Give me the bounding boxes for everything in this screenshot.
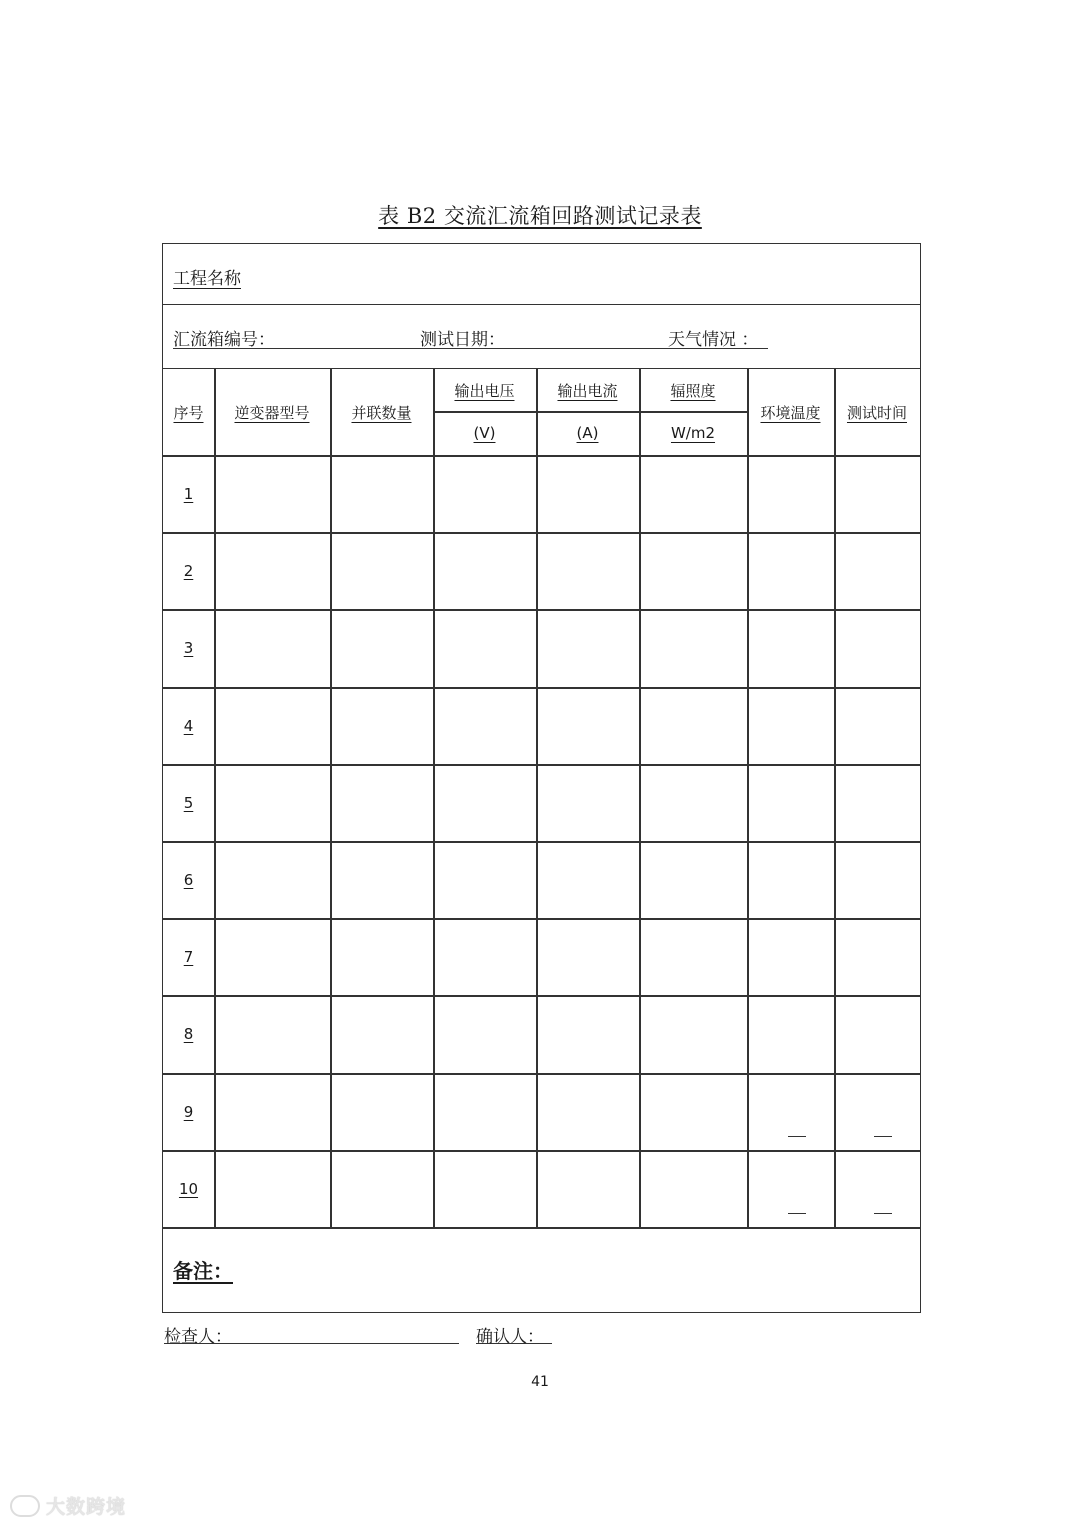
header-ambient-temp: 环境温度: [760, 403, 821, 422]
notes-row: [163, 1227, 920, 1312]
header-irradiance: 辐照度: [670, 381, 716, 400]
row-seq-cell: 3: [183, 638, 194, 657]
row-divider: [163, 687, 920, 689]
header-test-time: 测试时间: [846, 403, 907, 422]
row-divider: [163, 609, 920, 611]
row-seq-cell: 10: [178, 1179, 199, 1198]
notes-label: 备注：: [173, 1259, 233, 1283]
blank-dash: [874, 1136, 892, 1137]
row-seq-cell: 2: [183, 561, 194, 580]
test-date-label: 测试日期：: [420, 330, 505, 350]
confirmer-label: 确认人：: [476, 1327, 544, 1347]
project-name-label: 工程名称: [173, 269, 241, 289]
row-divider: [163, 1150, 920, 1152]
row-seq-cell: 9: [183, 1102, 194, 1121]
header-output-current: 输出电流: [557, 381, 618, 400]
row-divider: [163, 532, 920, 534]
header-irradiance-unit: W/m2: [670, 424, 716, 442]
header-seq: 序号: [173, 403, 204, 422]
combiner-number-label: 汇流箱编号：: [173, 330, 275, 350]
inspector-signature: [164, 1322, 459, 1347]
watermark-logo-icon: [10, 1495, 40, 1517]
confirmer-signature: [476, 1322, 552, 1347]
row-divider: [163, 841, 920, 843]
watermark-text: 大数跨境: [46, 1496, 127, 1518]
document-title: 表 B2 交流汇流箱回路测试记录表: [378, 204, 702, 228]
page-number: 41: [531, 1374, 549, 1390]
inspector-label: 检查人：: [164, 1327, 232, 1347]
blank-dash: [874, 1213, 892, 1214]
project-name-row: [163, 244, 920, 305]
blank-dash: [788, 1213, 806, 1214]
record-form: [162, 243, 921, 1313]
row-seq-cell: 4: [183, 716, 194, 735]
row-divider: [163, 1073, 920, 1075]
watermark: [10, 1492, 126, 1519]
row-seq-cell: 8: [183, 1024, 194, 1043]
info-row: [163, 305, 920, 369]
row-divider: [163, 995, 920, 997]
header-output-voltage-unit: (V): [473, 424, 496, 442]
header-inverter-model: 逆变器型号: [234, 403, 310, 422]
row-seq-cell: 7: [183, 947, 194, 966]
row-divider: [163, 918, 920, 920]
row-seq-cell: 6: [183, 870, 194, 889]
info-line: [173, 325, 768, 349]
blank-dash: [788, 1136, 806, 1137]
header-parallel-count: 并联数量: [351, 403, 412, 422]
row-seq-cell: 5: [183, 793, 194, 812]
row-seq-cell: 1: [183, 484, 194, 503]
row-divider: [163, 764, 920, 766]
header-output-voltage: 输出电压: [454, 381, 515, 400]
header-output-current-unit: (A): [576, 424, 599, 442]
weather-label: 天气情况 ：: [668, 330, 759, 350]
